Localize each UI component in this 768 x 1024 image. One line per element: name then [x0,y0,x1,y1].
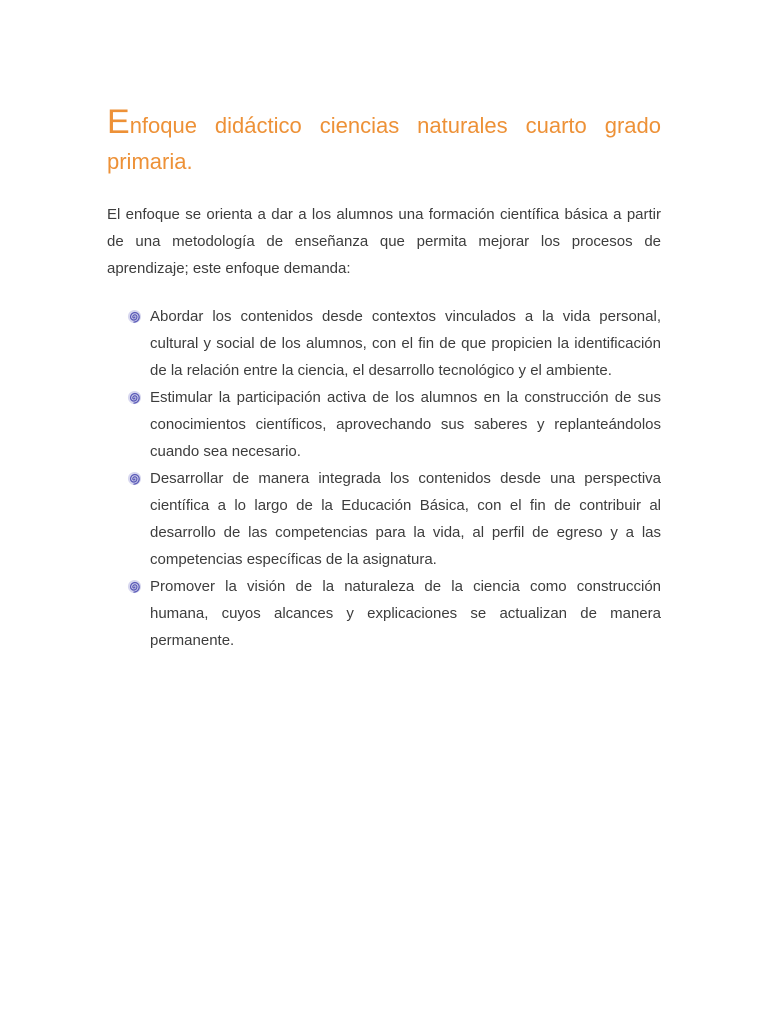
list-item-text: Promover la visión de la naturaleza de la ciencia como construcción humana, cuyos alcances y explicaciones se actualizan de manera permanente. [150,578,661,649]
page-content [107,104,661,654]
spiral-bullet-icon [127,579,142,594]
spiral-bullet-icon [127,390,142,405]
page-title [107,104,661,180]
list-item [127,465,661,573]
spiral-bullet-icon [127,471,142,486]
intro-paragraph: El enfoque se orienta a dar a los alumnos una formación científica básica a partir de una metodología de enseñanza que permita mejorar los procesos de aprendizaje; este enfoque demanda: [107,206,661,277]
list-item-text: Desarrollar de manera integrada los contenidos desde una perspectiva científica a lo largo de la Educación Básica, con el fin de contribuir al desarrollo de las competencias para la vida, al perfil de egreso y a las competencias específicas de la asignatura. [150,470,661,568]
title-line1-text: nfoque didáctico ciencias naturales cuarto grado [129,113,661,138]
list-item-text: Estimular la participación activa de los alumnos en la construcción de sus conocimientos científicos, aprovechando sus saberes y replanteándolos cuando sea necesario. [150,389,661,460]
bullet-list [107,303,661,654]
title-drop-cap: E [107,103,130,141]
list-item [127,573,661,654]
list-item [127,384,661,465]
spiral-bullet-icon [127,309,142,324]
list-item-text: Abordar los contenidos desde contextos vinculados a la vida personal, cultural y social de los alumnos, con el fin de que propicien la identificación de la relación entre la ciencia, el desarrollo tecnológico y el ambiente. [150,308,661,379]
list-item [127,303,661,384]
title-line1 [107,104,661,144]
title-line2: primaria. [107,149,193,174]
